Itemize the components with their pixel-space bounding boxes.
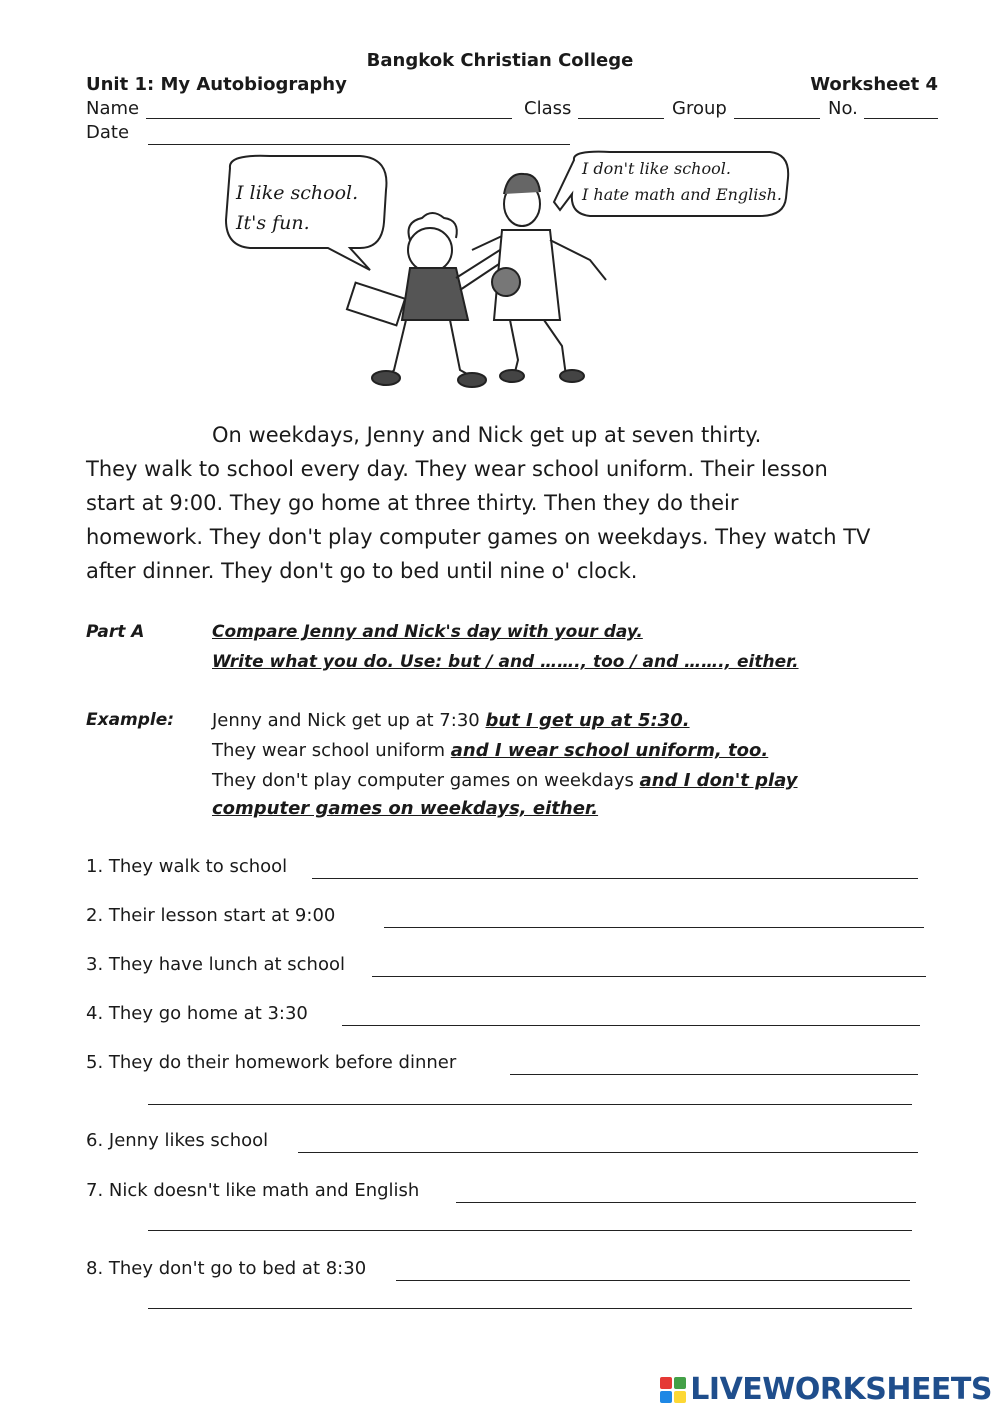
question-4: 4. They go home at 3:30 [86,1003,308,1024]
question-5: 5. They do their homework before dinner [86,1052,457,1073]
example-answer: and I don't play [639,770,798,791]
answer-line-7[interactable] [456,1202,916,1203]
no-field[interactable] [864,118,938,119]
example-line-2 [212,740,768,761]
question-8: 8. They don't go to bed at 8:30 [86,1258,367,1279]
left-bubble-text: I like school. It's fun. [236,182,359,234]
example-prompt: Jenny and Nick get up at 7:30 [212,710,480,731]
date-label: Date [86,122,130,143]
example-prompt: They wear school uniform [212,740,446,761]
example-answer: but I get up at 5:30. [485,710,690,731]
answer-line-8[interactable] [396,1280,910,1281]
reading-passage [86,418,926,588]
example-answer: computer games on weekdays, either. [212,798,599,819]
no-label: No. [828,98,858,119]
class-field[interactable] [578,118,664,119]
brand-name: LIVEWORKSHEETS [690,1372,992,1407]
answer-line-2[interactable] [384,927,924,928]
question-6: 6. Jenny likes school [86,1130,269,1151]
worksheet-number: Worksheet 4 [810,74,938,95]
liveworksheets-icon [660,1377,686,1403]
example-answer: and I wear school uniform, too. [450,740,769,761]
passage-line: after dinner. They don't go to bed until nine o' clock. [86,559,638,583]
passage-line: homework. They don't play computer games on weekdays. They watch TV [86,525,871,549]
group-field[interactable] [734,118,820,119]
part-a-instruction-2: Write what you do. Use: but / and ……., too / and ……., either. [212,652,799,672]
passage-line: start at 9:00. They go home at three thirty. Then they do their [86,491,739,515]
name-field[interactable] [146,118,512,119]
answer-line-6[interactable] [298,1152,918,1153]
answer-line-4[interactable] [342,1025,920,1026]
part-a-instruction-1: Compare Jenny and Nick's day with your day. [212,622,643,642]
example-prompt: They don't play computer games on weekdays [212,770,634,791]
question-2: 2. Their lesson start at 9:00 [86,905,336,926]
liveworksheets-logo[interactable] [660,1372,992,1407]
date-field[interactable] [148,144,570,145]
answer-line-7b[interactable] [148,1230,912,1231]
group-label: Group [672,98,727,119]
part-a-label: Part A [86,622,145,642]
unit-title: Unit 1: My Autobiography [86,74,347,95]
question-7: 7. Nick doesn't like math and English [86,1180,420,1201]
example-line-3 [212,770,798,791]
example-label: Example: [86,710,175,730]
class-label: Class [524,98,572,119]
right-bubble-text: I don't like school. I hate math and English. [582,159,782,204]
question-1: 1. They walk to school [86,856,288,877]
passage-line: They walk to school every day. They wear school uniform. Their lesson [86,457,828,481]
answer-line-5b[interactable] [148,1104,912,1105]
answer-line-3[interactable] [372,976,926,977]
answer-line-8b[interactable] [148,1308,912,1309]
name-label: Name [86,98,140,119]
answer-line-1[interactable] [312,878,918,879]
example-line-1 [212,710,690,731]
example-line-4 [212,798,598,819]
passage-line: On weekdays, Jenny and Nick get up at seven thirty. [212,423,762,447]
question-3: 3. They have lunch at school [86,954,345,975]
school-name: Bangkok Christian College [366,50,634,71]
answer-line-5[interactable] [510,1074,918,1075]
